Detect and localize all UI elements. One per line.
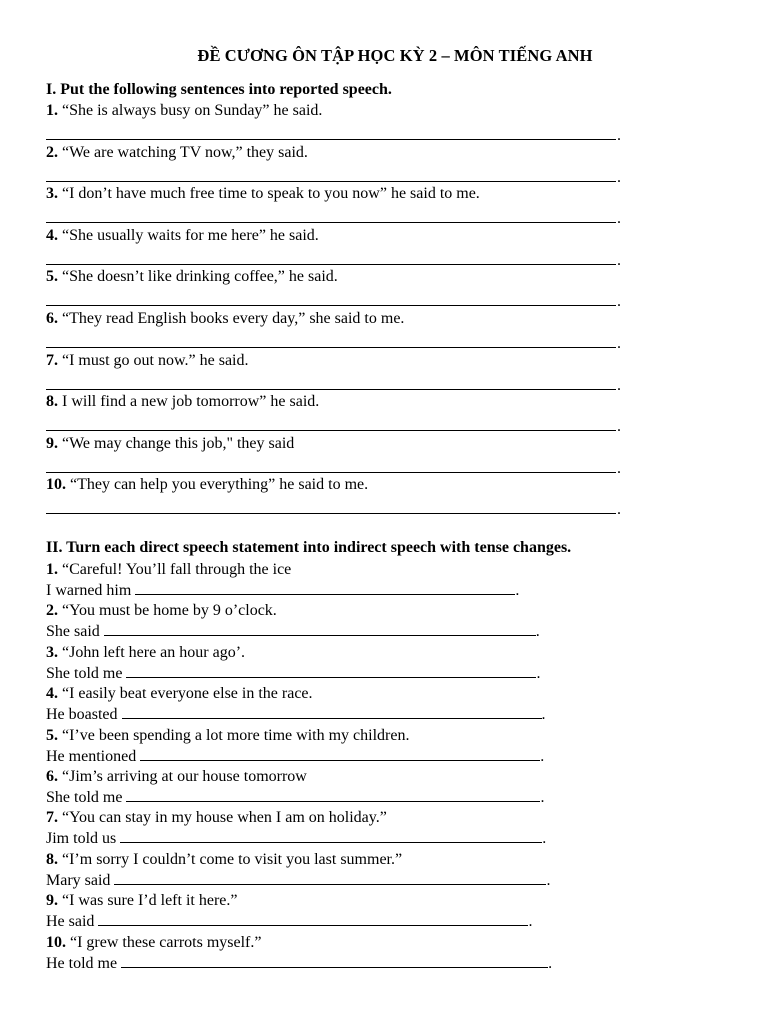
answer-period: . (617, 210, 621, 227)
answer-period: . (617, 252, 621, 269)
question-text: “You can stay in my house when I am on holiday.” (58, 809, 387, 826)
exercise-2-question (46, 643, 245, 663)
question-text: “I grew these carrots myself.” (66, 934, 262, 951)
answer-period: . (617, 501, 621, 518)
question-number: 9. (46, 435, 58, 452)
exercise-2-question (46, 684, 313, 704)
question-number: 5. (46, 268, 58, 285)
exercise-1-question (46, 351, 248, 371)
exercise-2-question (46, 726, 409, 746)
question-number: 7. (46, 809, 58, 826)
exercise-2-answer-row (46, 746, 544, 767)
exercise-1-question (46, 434, 294, 454)
question-number: 5. (46, 727, 58, 744)
answer-blank[interactable] (140, 746, 540, 761)
answer-blank[interactable] (98, 911, 528, 926)
exercise-2-answer-row (46, 704, 546, 725)
question-number: 7. (46, 352, 58, 369)
answer-blank[interactable] (46, 513, 616, 514)
answer-period: . (515, 582, 520, 599)
question-text: “Careful! You’ll fall through the ice (58, 561, 292, 578)
question-number: 9. (46, 892, 58, 909)
answer-period: . (617, 418, 621, 435)
question-text: “I easily beat everyone else in the race. (58, 685, 313, 702)
question-number: 1. (46, 561, 58, 578)
answer-lead-text: She told me (46, 789, 123, 806)
answer-blank[interactable] (122, 704, 542, 719)
exercise-2-question (46, 560, 291, 580)
answer-lead-text: He boasted (46, 706, 118, 723)
exercise-2-answer-row (46, 621, 540, 642)
exercise-2-answer-row (46, 953, 552, 974)
question-number: 2. (46, 602, 58, 619)
answer-blank[interactable] (46, 305, 616, 306)
answer-lead-text: She said (46, 623, 100, 640)
answer-period: . (546, 872, 551, 889)
answer-lead-text: Jim told us (46, 830, 117, 847)
question-number: 4. (46, 227, 58, 244)
answer-blank[interactable] (46, 222, 616, 223)
answer-blank[interactable] (120, 828, 542, 843)
answer-lead-text: I warned him (46, 582, 132, 599)
exercise-2-answer-row (46, 580, 519, 601)
answer-period: . (617, 127, 621, 144)
answer-lead-text: He mentioned (46, 748, 137, 765)
question-text: “She doesn’t like drinking coffee,” he said. (58, 268, 338, 285)
question-text: “I’ve been spending a lot more time with my children. (58, 727, 410, 744)
exercise-2-question (46, 808, 387, 828)
question-number: 4. (46, 685, 58, 702)
question-text: “I don’t have much free time to speak to you now” he said to me. (58, 185, 480, 202)
question-text: “John left here an hour ago’. (58, 644, 246, 661)
answer-period: . (541, 706, 546, 723)
question-text: “They can help you everything” he said to me. (66, 476, 369, 493)
answer-blank[interactable] (46, 389, 616, 390)
exercise-1-question (46, 475, 368, 495)
exercise-2-question (46, 601, 277, 621)
exercise-2-answer-row (46, 828, 546, 849)
exercise-2-question (46, 767, 307, 787)
exercise-2-answer-row (46, 663, 540, 684)
question-number: 1. (46, 102, 58, 119)
question-number: 10. (46, 934, 66, 951)
answer-blank[interactable] (126, 787, 540, 802)
question-number: 3. (46, 644, 58, 661)
answer-lead-text: He said (46, 913, 95, 930)
answer-blank[interactable] (46, 430, 616, 431)
answer-blank[interactable] (126, 663, 536, 678)
question-number: 8. (46, 393, 58, 410)
answer-lead-text: He told me (46, 955, 118, 972)
question-number: 10. (46, 476, 66, 493)
question-text: “You must be home by 9 o’clock. (58, 602, 277, 619)
exercise-1-question (46, 309, 404, 329)
question-text: “We are watching TV now,” they said. (58, 144, 308, 161)
exercise-1-question (46, 392, 319, 412)
question-text: “They read English books every day,” she said to me. (58, 310, 405, 327)
answer-period: . (540, 748, 545, 765)
exercise-2-question (46, 850, 402, 870)
exercise-2-answer-row (46, 787, 544, 808)
question-number: 6. (46, 768, 58, 785)
answer-period: . (617, 377, 621, 394)
answer-lead-text: She told me (46, 665, 123, 682)
exercise-1-question (46, 267, 338, 287)
question-text: “I must go out now.” he said. (58, 352, 249, 369)
answer-period: . (542, 830, 547, 847)
answer-period: . (536, 665, 541, 682)
exercise-1-question (46, 184, 480, 204)
exercise-2-answer-row (46, 911, 532, 932)
question-text: “We may change this job," they said (58, 435, 295, 452)
answer-period: . (540, 789, 545, 806)
page-title: ĐỀ CƯƠNG ÔN TẬP HỌC KỲ 2 – MÔN TIẾNG ANH (197, 46, 593, 65)
answer-period: . (617, 460, 621, 477)
answer-period: . (535, 623, 540, 640)
answer-period: . (617, 335, 621, 352)
answer-blank[interactable] (114, 870, 546, 885)
answer-blank[interactable] (46, 264, 616, 265)
answer-lead-text: Mary said (46, 872, 111, 889)
answer-blank[interactable] (46, 181, 616, 182)
section-2-heading: II. Turn each direct speech statement into indirect speech with tense changes. (46, 539, 572, 556)
question-text: I will find a new job tomorrow” he said. (58, 393, 320, 410)
answer-period: . (528, 913, 533, 930)
answer-blank[interactable] (46, 472, 616, 473)
exercise-2-answer-row (46, 870, 550, 891)
question-number: 2. (46, 144, 58, 161)
question-text: “Jim’s arriving at our house tomorrow (58, 768, 307, 785)
question-text: “She usually waits for me here” he said. (58, 227, 319, 244)
exercise-1-question (46, 226, 319, 246)
answer-blank[interactable] (46, 139, 616, 140)
answer-blank[interactable] (104, 621, 536, 636)
answer-period: . (617, 293, 621, 310)
section-1-heading: I. Put the following sentences into reported speech. (46, 81, 392, 98)
exercise-1-question (46, 101, 322, 121)
question-text: “I was sure I’d left it here.” (58, 892, 238, 909)
answer-blank[interactable] (121, 953, 548, 968)
question-number: 8. (46, 851, 58, 868)
exercise-2-question (46, 933, 261, 953)
answer-blank[interactable] (135, 580, 515, 595)
exercise-1-question (46, 143, 308, 163)
question-number: 3. (46, 185, 58, 202)
question-number: 6. (46, 310, 58, 327)
question-text: “She is always busy on Sunday” he said. (58, 102, 323, 119)
question-text: “I’m sorry I couldn’t come to visit you last summer.” (58, 851, 403, 868)
answer-period: . (548, 955, 553, 972)
answer-period: . (617, 169, 621, 186)
exercise-2-question (46, 891, 237, 911)
answer-blank[interactable] (46, 347, 616, 348)
